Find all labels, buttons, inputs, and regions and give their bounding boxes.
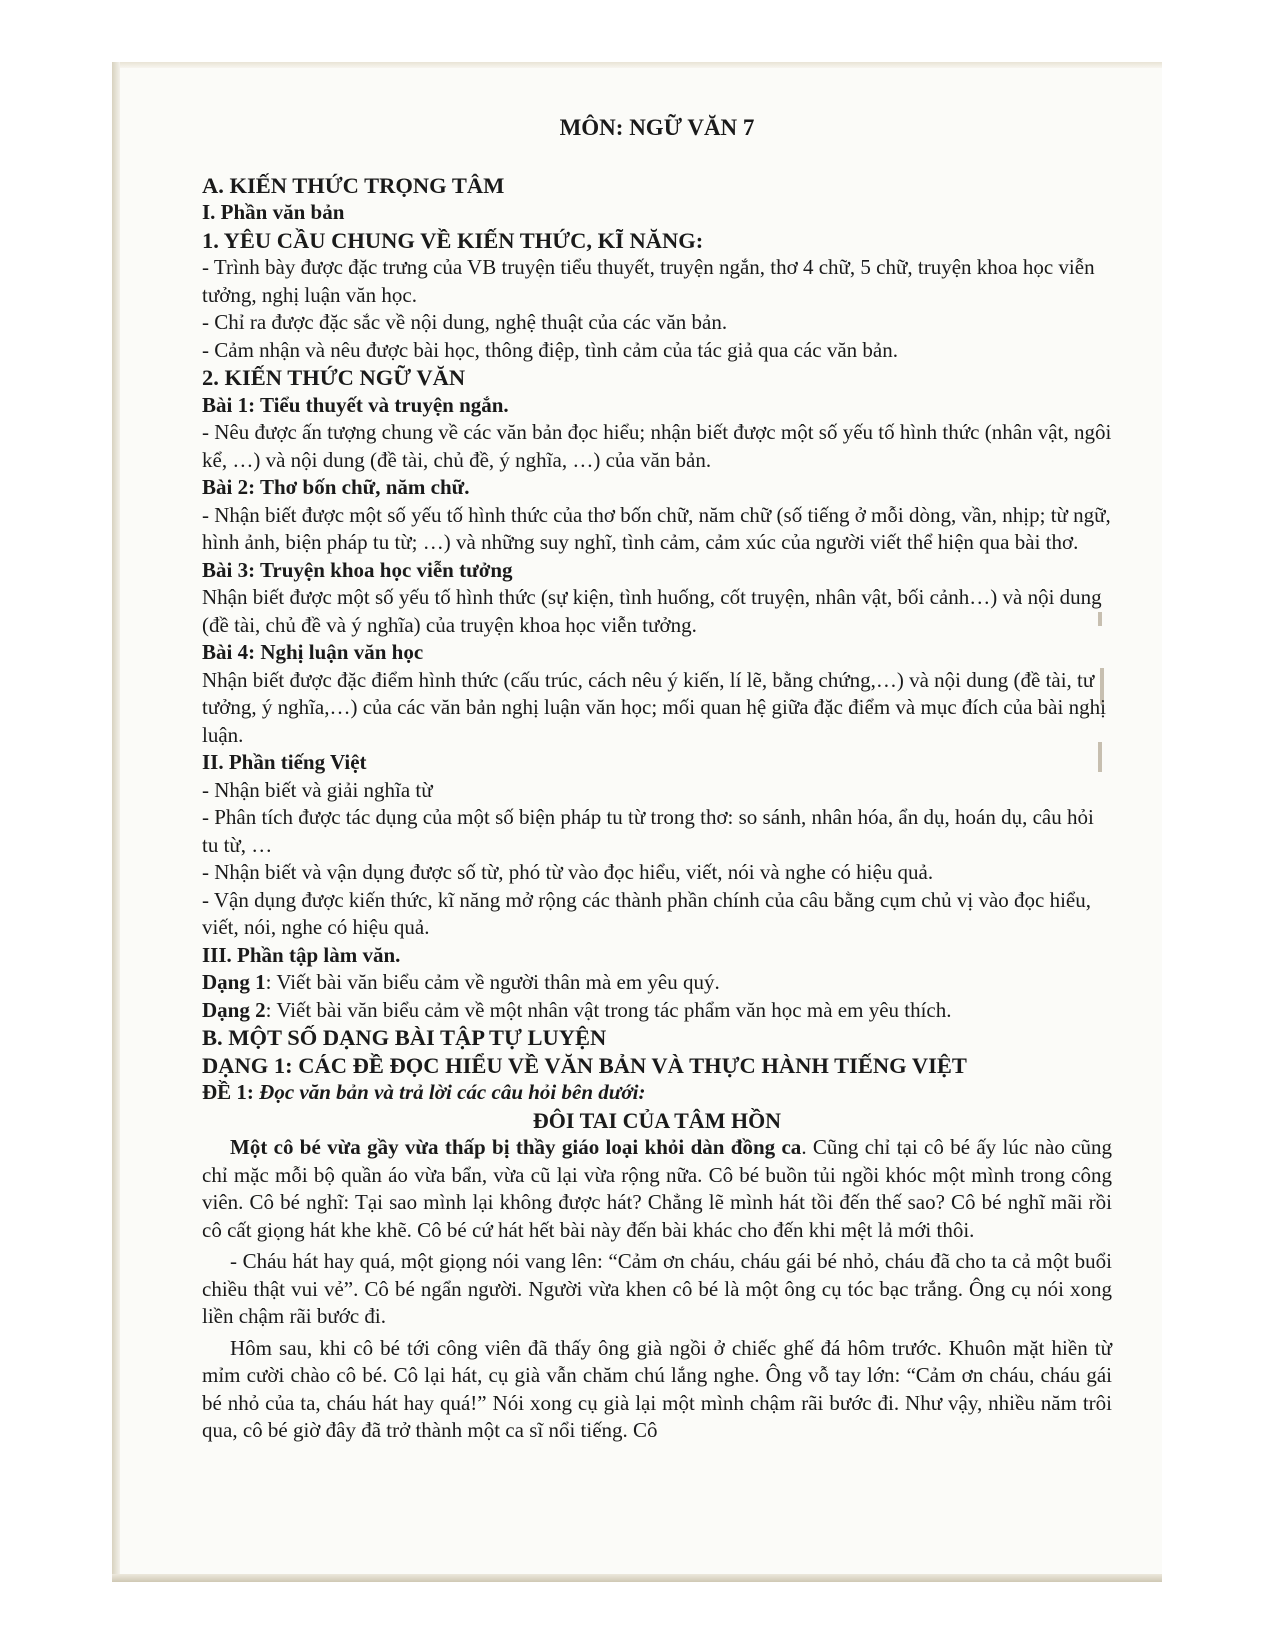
section-b-heading: B. MỘT SỐ DẠNG BÀI TẬP TỰ LUYỆN bbox=[202, 1025, 607, 1050]
part-2-heading: II. Phần tiếng Việt bbox=[202, 750, 367, 774]
story-p1-rest: . Cũng chỉ tại cô bé ấy lúc nào cũng chỉ mặc mỗi bộ quần áo vừa bẩn, vừa cũ lại vừa rộng nữa. Cô bé buồn tủi ngồi khóc một mình trong công viên. Cô bé nghĩ: Tại sao mình lại không được hát? Chẳng lẽ mình hát tồi đến thế sao? Cô bé nghĩ mãi rồi cô cất giọng hát khe khẽ. Cô bé cứ hát hết bài này đến bài khác cho đến khi mệt lả mới thôi. bbox=[202, 1135, 1112, 1242]
de-1-text: Đọc văn bản và trả lời các câu hỏi bên dưới: bbox=[253, 1080, 646, 1104]
paper-edge-left bbox=[112, 62, 120, 1582]
writing-form-2 bbox=[202, 997, 1112, 1025]
requirement-item: - Trình bày được đặc trưng của VB truyện tiểu thuyết, truyện ngắn, thơ 4 chữ, 5 chữ, truyện khoa học viễn tưởng, nghị luận văn học. bbox=[202, 255, 1095, 307]
de-1-label: ĐỀ 1: bbox=[202, 1080, 254, 1104]
lesson-1-title: Bài 1: Tiểu thuyết và truyện ngắn. bbox=[202, 392, 509, 417]
document-content bbox=[202, 114, 1112, 1445]
part-1-heading: I. Phần văn bản bbox=[202, 200, 345, 224]
section-a-heading: A. KIẾN THỨC TRỌNG TÂM bbox=[202, 172, 505, 198]
vietnamese-item: - Phân tích được tác dụng của một số biện pháp tu từ trong thơ: so sánh, nhân hóa, ẩn dụ, hoán dụ, câu hỏi tu từ, … bbox=[202, 805, 1094, 857]
lesson-3-title: Bài 3: Truyện khoa học viễn tưởng bbox=[202, 557, 513, 582]
requirements-heading: 1. YÊU CẦU CHUNG VỀ KIẾN THỨC, KĨ NĂNG: bbox=[202, 227, 704, 253]
story-paragraph-1 bbox=[202, 1134, 1112, 1244]
lesson-2-text: - Nhận biết được một số yếu tố hình thức của thơ bốn chữ, năm chữ (số tiếng ở mỗi dòng, vần, nhịp; từ ngữ, hình ảnh, biện pháp tu từ; …) và những suy nghĩ, tình cảm, cảm xúc của người viết thể hiện qua bài thơ. bbox=[202, 502, 1111, 554]
form-text: : Viết bài văn biểu cảm về người thân mà em yêu quý. bbox=[265, 970, 720, 994]
lesson-3-text: Nhận biết được một số yếu tố hình thức (sự kiện, tình huống, cốt truyện, nhân vật, bối cảnh…) và nội dung (đề tài, chủ đề và ý nghĩa) của truyện khoa học viễn tưởng. bbox=[202, 585, 1102, 637]
document-title: MÔN: NGỮ VĂN 7 bbox=[559, 115, 755, 140]
lesson-4-title: Bài 4: Nghị luận văn học bbox=[202, 640, 424, 664]
story-paragraph-2: - Cháu hát hay quá, một giọng nói vang lên: “Cảm ơn cháu, cháu gái bé nhỏ, cháu đã cho ta cả một buổi chiều thật vui vẻ”. Cô bé ngẩn người. Người vừa khen cô bé là một ông cụ tóc bạc trắng. Ông cụ nói xong liền chậm rãi bước đi. bbox=[202, 1249, 1112, 1328]
story-title: ĐÔI TAI CỦA TÂM HỒN bbox=[532, 1107, 782, 1133]
story-body bbox=[202, 1134, 1112, 1445]
story-p1-bold: Một cô bé vừa gầy vừa thấp bị thầy giáo loại khỏi dàn đồng ca bbox=[230, 1135, 802, 1159]
paper-edge-bottom bbox=[112, 1574, 1162, 1582]
de-1-instruction bbox=[202, 1079, 1112, 1107]
vietnamese-item: - Nhận biết và vận dụng được số từ, phó từ vào đọc hiểu, viết, nói và nghe có hiệu quả. bbox=[202, 860, 934, 884]
part-3-heading: III. Phần tập làm văn. bbox=[202, 942, 401, 967]
form-text: : Viết bài văn biểu cảm về một nhân vật trong tác phẩm văn học mà em yêu thích. bbox=[265, 997, 952, 1022]
story-paragraph-3: Hôm sau, khi cô bé tới công viên đã thấy ông già ngồi ở chiếc ghế đá hôm trước. Khuôn mặt hiền từ mỉm cười chào cô bé. Cô lại hát, cụ già vẫn chăm chú lắng nghe. Ông vỗ tay lớn: “Cảm ơn cháu, cháu gái bé nhỏ của ta, cháu hát hay quá!” Nói xong cụ già lại một mình chậm rãi bước đi. Như vậy, nhiều năm trôi qua, cô bé giờ đây đã trở thành một ca sĩ nổi tiếng. Cô bbox=[202, 1335, 1112, 1442]
requirement-item: - Chỉ ra được đặc sắc về nội dung, nghệ thuật của các văn bản. bbox=[202, 310, 728, 334]
vietnamese-item: - Nhận biết và giải nghĩa từ bbox=[202, 777, 433, 802]
form-label: Dạng 2 bbox=[202, 997, 266, 1022]
lesson-4-text: Nhận biết được đặc điểm hình thức (cấu trúc, cách nêu ý kiến, lí lẽ, bằng chứng,…) và nội dung (đề tài, tư tưởng, ý nghĩa,…) của các văn bản nghị luận văn học; mối quan hệ giữa đặc điểm và mục đích của bài nghị luận. bbox=[202, 667, 1106, 747]
dang-1-heading: DẠNG 1: CÁC ĐỀ ĐỌC HIỂU VỀ VĂN BẢN VÀ THỰC HÀNH TIẾNG VIỆT bbox=[202, 1052, 967, 1078]
form-label: Dạng 1 bbox=[202, 970, 266, 994]
writing-form-1 bbox=[202, 969, 1112, 997]
lesson-2-title: Bài 2: Thơ bốn chữ, năm chữ. bbox=[202, 475, 470, 499]
lesson-1-text: - Nêu được ấn tượng chung về các văn bản đọc hiểu; nhận biết được một số yếu tố hình thức (nhân vật, ngôi kể, …) và nội dung (đề tài, chủ đề, ý nghĩa, …) của văn bản. bbox=[202, 420, 1112, 472]
vietnamese-item: - Vận dụng được kiến thức, kĩ năng mở rộng các thành phần chính của câu bằng cụm chủ vị vào đọc hiểu, viết, nói, nghe có hiệu quả. bbox=[202, 887, 1091, 939]
knowledge-heading: 2. KIẾN THỨC NGỮ VĂN bbox=[202, 365, 466, 390]
requirement-item: - Cảm nhận và nêu được bài học, thông điệp, tình cảm của tác giả qua các văn bản. bbox=[202, 337, 898, 362]
